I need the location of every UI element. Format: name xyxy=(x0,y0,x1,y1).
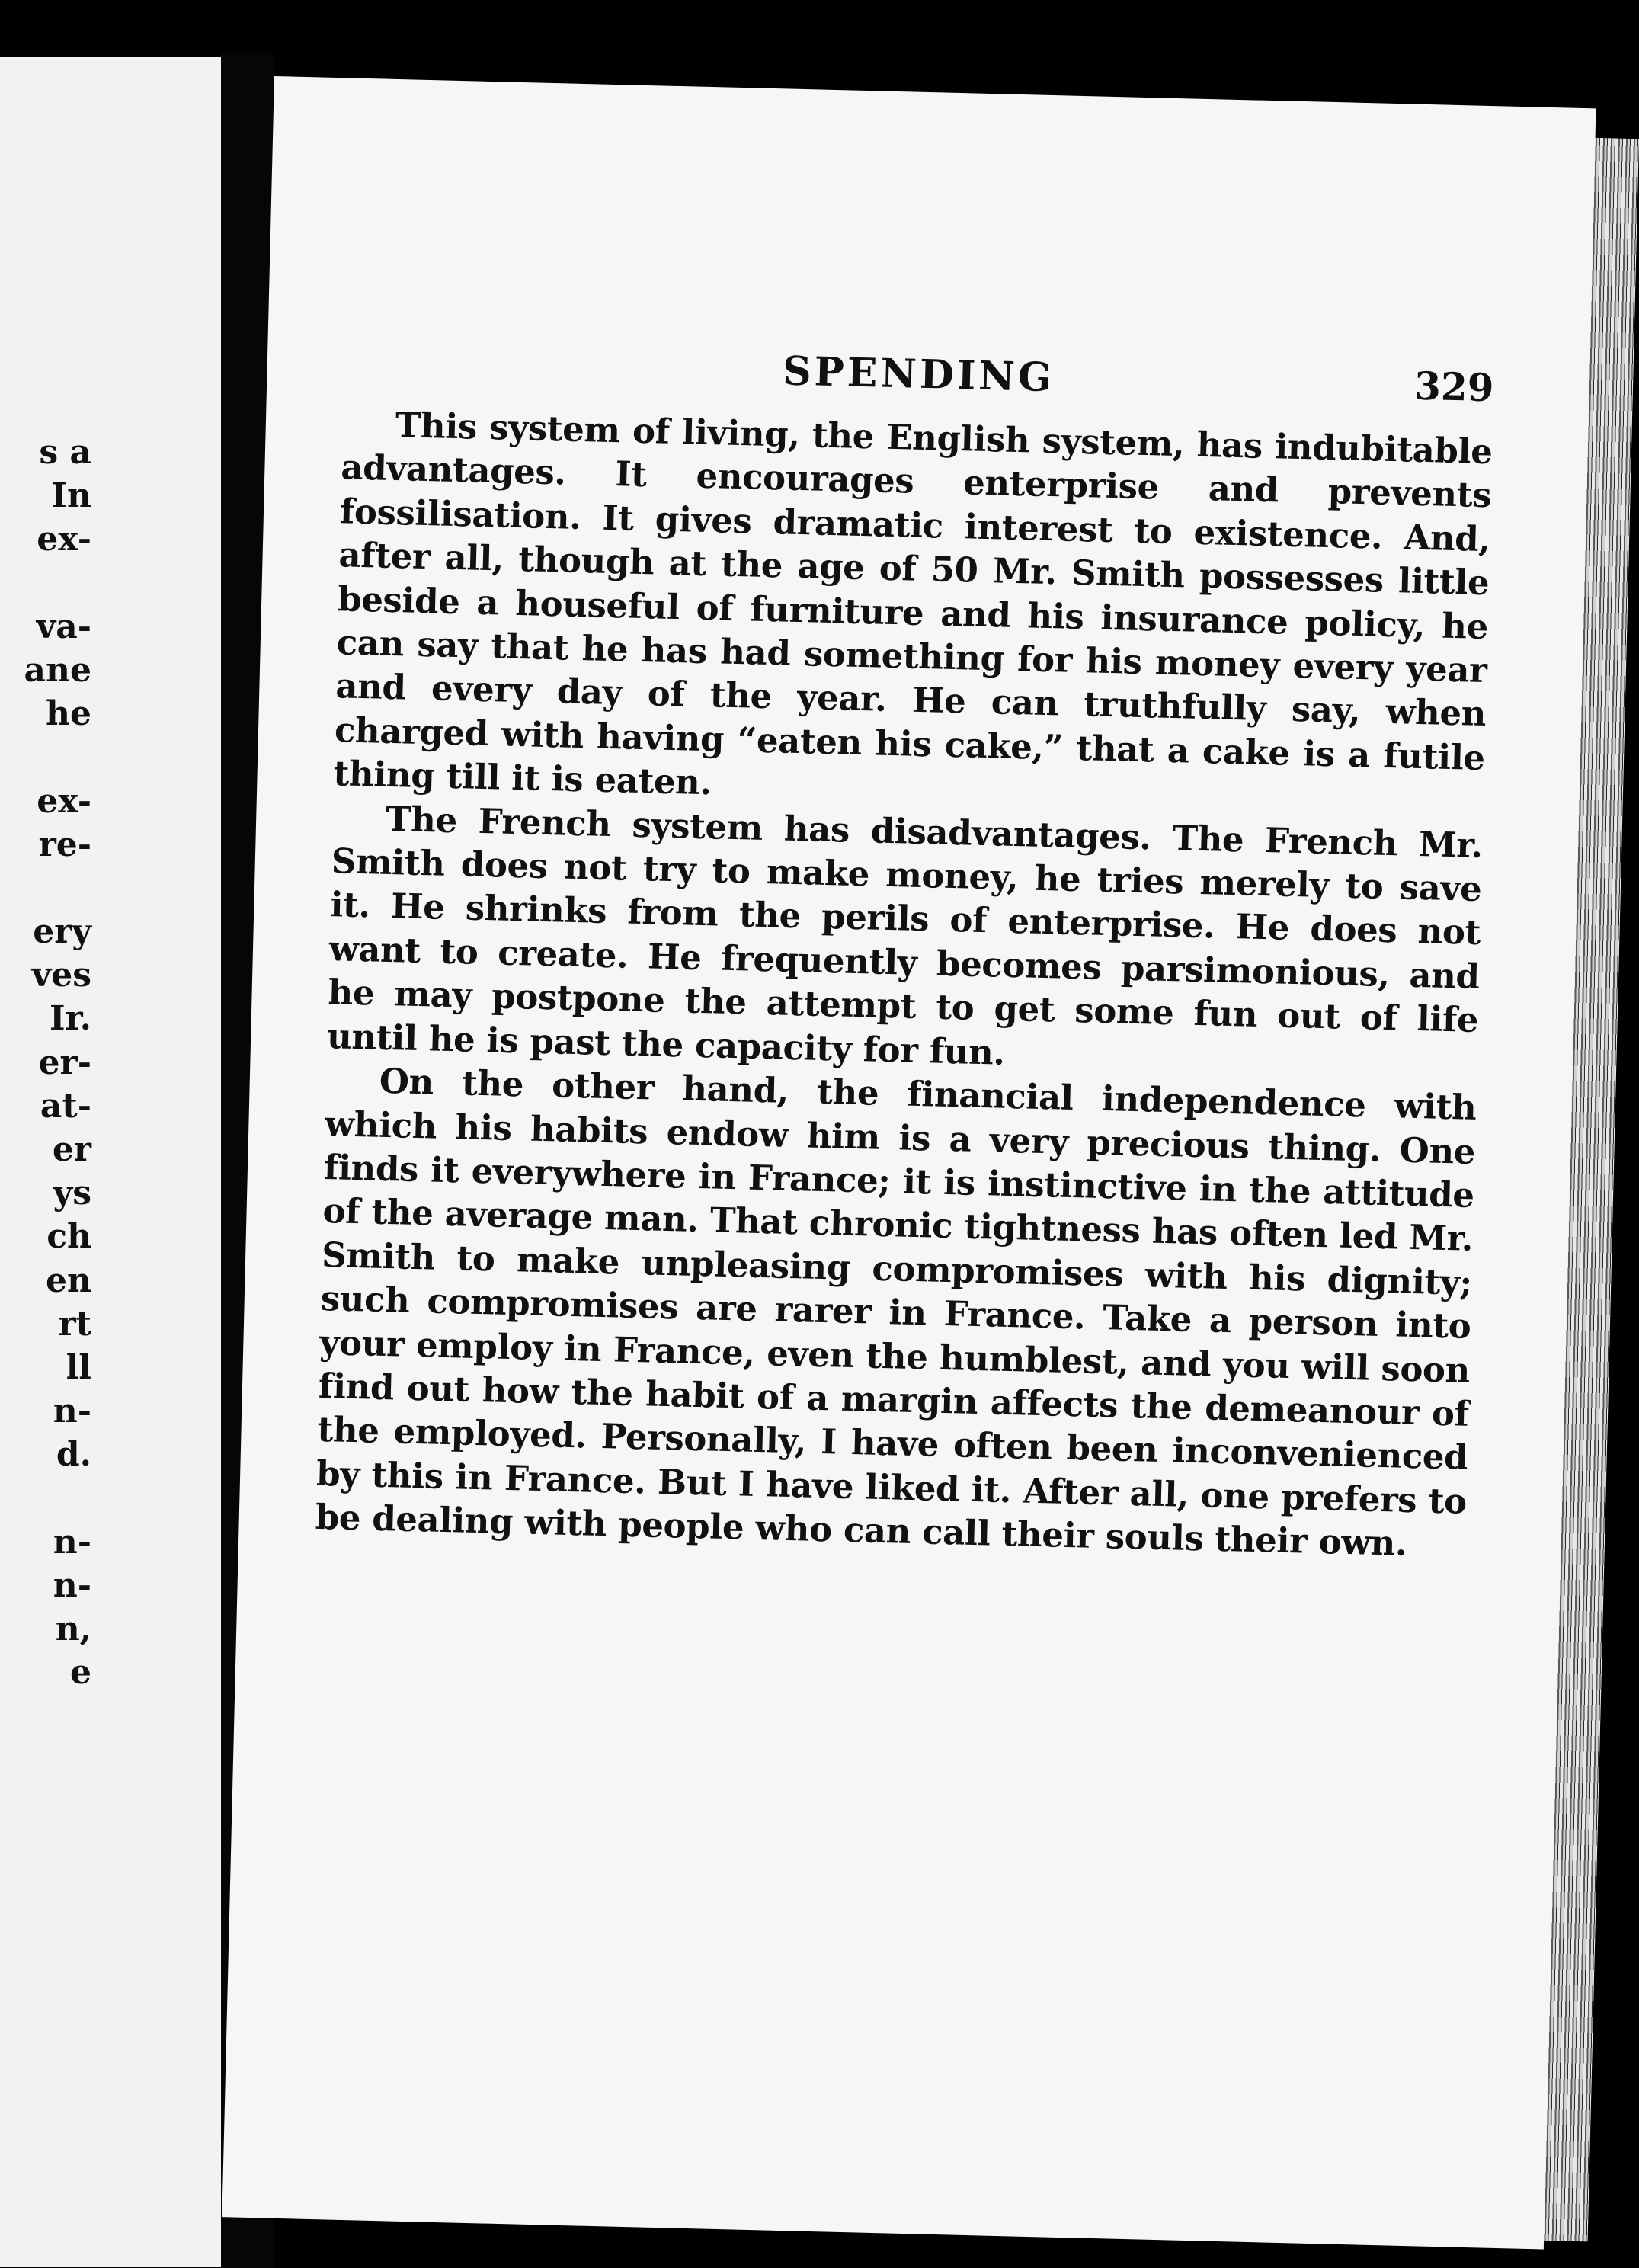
left-page-fragment: he xyxy=(46,694,91,734)
running-head: SPENDING xyxy=(782,348,1055,402)
left-page-fragment: ys xyxy=(53,1174,91,1213)
book-page xyxy=(222,76,1596,2250)
left-page-fragment xyxy=(0,735,91,779)
left-page-fragment: d. xyxy=(56,1435,91,1475)
left-page-fragment: ex- xyxy=(37,781,91,821)
left-page-fragment: In xyxy=(51,476,91,516)
body-text xyxy=(315,402,1493,1567)
left-page-fragment: n, xyxy=(55,1610,91,1649)
left-page-fragment: er- xyxy=(38,1043,91,1082)
left-page-fragment: rt xyxy=(58,1304,91,1344)
left-page-fragment: n- xyxy=(53,1565,91,1605)
left-page-fragment xyxy=(0,867,91,910)
left-facing-page xyxy=(0,57,221,2267)
left-page-fragment: n- xyxy=(53,1392,91,1431)
paragraph: This system of living, the English system, has indubitable advantages. It encourages enterprise and prevents fossilisation. It gives dramatic interest to existence. And, after all, though at the age of 50 Mr. Smith possesses little beside a houseful of furniture and his insurance policy, he can say that he has had something for his money every year and every day of the year. He can truthfully say, when charged with having “eaten his cake,” that a cake is a futile thing till it is eaten. xyxy=(333,405,1493,803)
left-page-fragment xyxy=(0,1477,91,1520)
left-page-fragment: Ir. xyxy=(49,999,91,1039)
left-page-fragment: at- xyxy=(40,1086,91,1126)
left-page-fragment: n- xyxy=(53,1522,91,1562)
left-page-fragment: er xyxy=(52,1130,91,1169)
left-page-fragment: ery xyxy=(33,912,91,952)
left-page-fragment: ane xyxy=(24,650,91,690)
left-page-fragment: ves xyxy=(31,956,91,995)
left-page-fragment: re- xyxy=(38,825,91,864)
page-number: 329 xyxy=(1413,363,1495,411)
paragraph: On the other hand, the financial independence with which his habits endow him is a very precious thing. One finds it everywhere in France; it is instinctive in the attitude of the average man. That chronic tightness has often led Mr. Smith to make unpleasing compromises with his dignity; such compromises are rarer in France. Take a person into your employ in France, even the humblest, and you will soon find out how the habit of a margin affects the demeanour of the employed. Personally, I have often been inconvenienced by this in France. But I have liked it. After all, one prefers to be dealing with people who can call their souls their own. xyxy=(315,1060,1477,1565)
left-page-fragment: e xyxy=(70,1653,91,1693)
left-page-fragment: ll xyxy=(66,1347,91,1387)
paragraph: The French system has disadvantages. The French Mr. Smith does not try to make money, he tries merely to save it. He shrinks from the perils of enterprise. He does not want to create. He frequently becomes parsimonious, and he may postpone the attempt to get some fun out of life until he is past the capacity for fun. xyxy=(326,798,1484,1073)
left-page-fragment: ch xyxy=(46,1217,91,1257)
left-page-fragment: s a xyxy=(39,433,91,472)
left-page-fragment xyxy=(0,562,91,605)
left-page-fragment: ex- xyxy=(37,520,91,559)
left-page-text-fragments xyxy=(0,431,91,1694)
left-page-fragment: en xyxy=(46,1261,91,1300)
left-page-fragment: va- xyxy=(36,607,91,646)
